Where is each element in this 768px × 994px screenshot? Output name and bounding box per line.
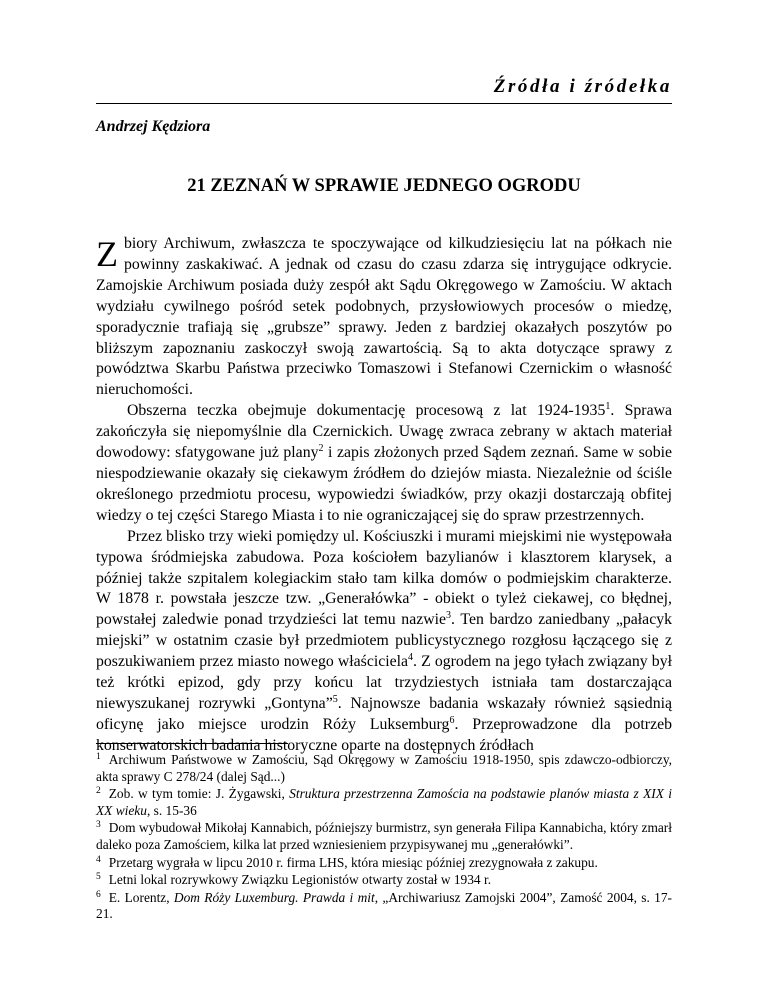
footnote-number: 1: [96, 752, 101, 762]
drop-cap: Z: [96, 234, 118, 274]
paragraph-3-text-c: . Z ogrodem na jego tyłach związany był też krótki epizod, gdy przy końcu lat trzydziestych istniała tam dostarczająca niewyszukanej rozrywki „Gontyna”: [96, 653, 672, 712]
footnote-text: Przetarg wygrała w lipcu 2010 r. firma LHS, która miesiąc później zrezygnowała z zakupu.: [108, 854, 598, 870]
header-rule: [96, 103, 672, 104]
footnote-5: [96, 872, 672, 889]
paragraph-3-text-e: . Przeprowadzone dla potrzeb konserwatorskich badania historyczne oparte na dostępnych źródłach: [96, 715, 672, 754]
footnote-work-title: Struktura przestrzenna Zamościa na podstawie planów miasta z XIX i XX wieku: [96, 786, 672, 818]
paragraph-2-text-b: . Sprawa zakończyła się niepomyślnie dla Czernickich. Uwagę zwraca zebrany w aktach materiał dowodowy: sfatygowane już plany: [96, 402, 672, 462]
footnote-2: [96, 786, 672, 819]
footnote-number: 6: [96, 889, 101, 900]
footnote-number: 4: [96, 854, 101, 865]
footnote-ref-4[interactable]: 4: [408, 652, 414, 664]
footnote-text: , „Archiwariusz Zamojski 2004”, Zamość 2004, s. 17-21.: [96, 889, 673, 922]
footnote-ref-5[interactable]: 5: [332, 693, 338, 705]
footnote-ref-1[interactable]: 1: [605, 401, 611, 413]
footnote-text: , s. 15-36: [146, 802, 197, 818]
paragraph-1-text: biory Archiwum, zwłaszcza te spoczywające od kilkudziesięciu lat na półkach nie powinny zaskakiwać. A jednak od czasu do czasu zdarza się intrygujące odkrycie. Zamojskie Archiwum posiada duży zespół akt Sądu Okręgowego w Zamościu. W aktach wydziału cywilnego pośród setek podobnych, przysłowiowych procesów o miedzę, sporadycznie trafiają się „grubsze” sprawy. Jeden z bardziej okazałych poszytów po bliższym zapoznaniu zaskoczył swoją zawartością. Są to akta dotyczące sprawy z powództwa Skarbu Państwa przeciwko Tomaszowi i Stefanowi Czernickim o własność nieruchomości.: [96, 235, 672, 399]
paragraph-2: [96, 401, 672, 526]
running-head: Źródła i źródełka: [493, 76, 672, 97]
paragraph-2-text-a: Obszerna teczka obejmuje dokumentację procesową z lat 1924-1935: [127, 402, 606, 420]
paragraph-2-text-c: i zapis złożonych przed Sądem zeznań. Same w sobie niespodziewanie okazały się ciekawym źródłem do dziejów miasta. Niezależnie od ściśle określonego przedmiotu procesu, wypowiedzi świadków, przy okazji dostarczają obfitej wiedzy o tej części Starego Miasta i to nie ograniczającej się do spraw przestrzennych.: [96, 444, 672, 524]
footnote-ref-2[interactable]: 2: [318, 443, 324, 455]
footnotes: [96, 752, 672, 924]
footnote-6: [96, 890, 672, 923]
footnote-text: E. Lorentz,: [108, 889, 174, 905]
footnote-number: 3: [96, 820, 101, 831]
paragraph-1: [96, 234, 672, 401]
footnote-4: [96, 855, 672, 872]
footnote-text: Dom wybudował Mikołaj Kannabich, późniejszy burmistrz, syn generała Filipa Kannabicha, który zmarł daleko poza Zamościem, kilka lat przed wzniesieniem przypisywanej mu „generałówki”.: [96, 820, 672, 852]
article-title: 21 ZEZNAŃ W SPRAWIE JEDNEGO OGRODU: [187, 176, 581, 196]
footnote-text: Archiwum Państwowe w Zamościu, Sąd Okręgowy w Zamościu 1918-1950, spis zdawczo-odbiorczy, akta sprawy C 278/24 (dalej Sąd...): [96, 752, 672, 784]
footnote-text: Zob. w tym tomie: J. Żygawski,: [108, 786, 290, 802]
footnote-1: [96, 752, 672, 785]
footnote-3: [96, 820, 672, 853]
footnote-separator: [96, 743, 288, 744]
author-name: Andrzej Kędziora: [96, 118, 211, 135]
paragraph-3-text-b: . Ten bardzo zaniedbany „pałacyk miejski” w ostatnim czasie był przedmiotem publicystycznego rozgłosu łączącego się z poszukiwaniem przez miasto nowego właściciela: [96, 611, 673, 671]
paragraph-3-text-d: . Najnowsze badania wskazały również sąsiednią oficynę jako miejsce urodzin Róży Luksemburg: [96, 694, 672, 733]
footnote-number: 2: [96, 786, 101, 797]
footnote-work-title: Dom Róży Luxemburg. Prawda i mit: [173, 889, 375, 905]
paragraph-3: [96, 527, 672, 757]
footnote-ref-6[interactable]: 6: [449, 714, 455, 726]
footnote-ref-3[interactable]: 3: [446, 610, 452, 622]
paragraph-3-text-a: Przez blisko trzy wieki pomiędzy ul. Kościuszki i murami miejskimi nie występowała typowa śródmiejska zabudowa. Poza kościołem bazylianów i klasztorem klarysek, a później także szpitalem kolegiackim stało tam kilka domów o podmiejskim charakterze. W 1878 r. powstała jeszcze tzw. „Generałówka” - obiekt o tyleż ciekawej, co błędnej, powstałej zaledwie ponad trzydzieści lat temu nazwie: [96, 527, 672, 629]
footnote-number: 5: [96, 872, 101, 883]
article-body: [96, 234, 672, 757]
footnote-text: Letni lokal rozrywkowy Związku Legionistów otwarty został w 1934 r.: [108, 872, 492, 888]
